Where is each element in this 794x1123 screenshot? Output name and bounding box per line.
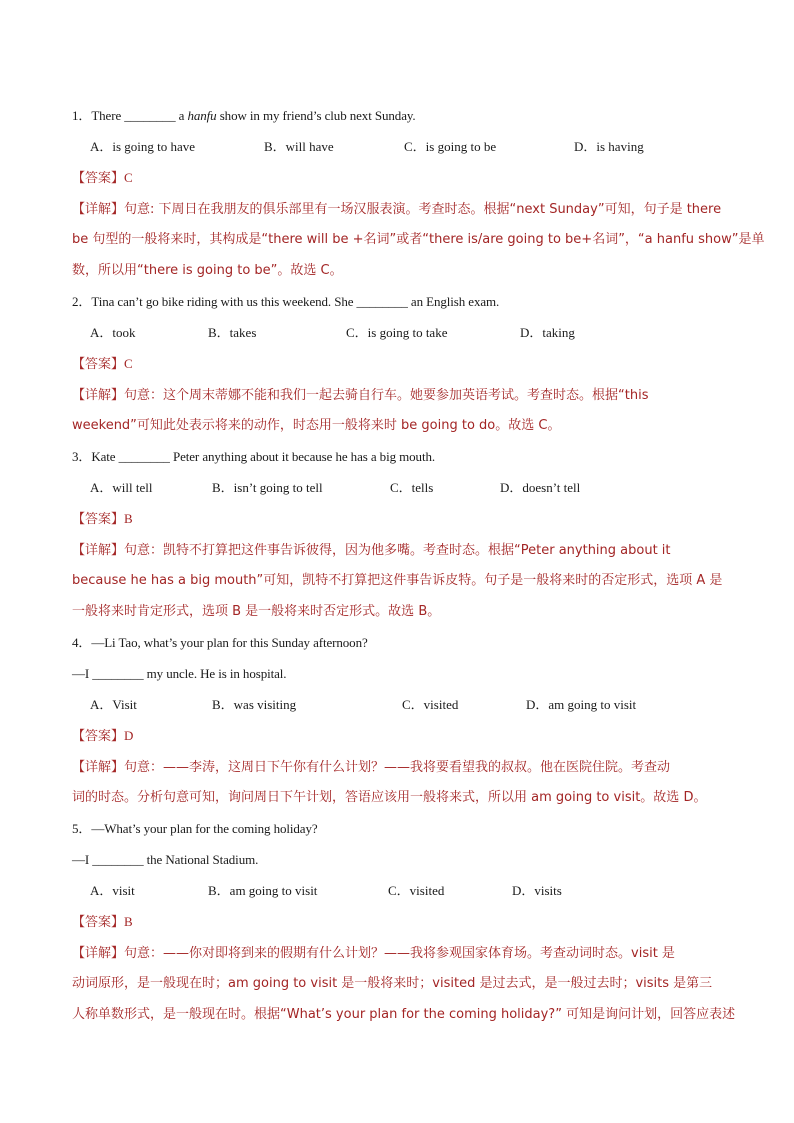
options-row [72,875,722,906]
detail-tag: 【详解】 [72,760,125,775]
option-c: C．visited [388,883,445,898]
answer-line [72,348,722,379]
detail-block [72,751,722,813]
detail-tag: 【详解】 [72,202,125,217]
answer-tag: 【答案】 [72,729,125,744]
detail-line: 人称单数形式，是一般现在时。根据“What’s your plan for the coming holiday?” 可知是询问计划，回答应表述 [72,1007,736,1022]
stem-text: Kate ________ Peter anything about it because he has a big mouth. [91,449,436,464]
options-row [72,689,722,720]
detail-line: 句意：——你对即将到来的假期有什么计划？——我将参观国家体育场。考查动词时态。visit 是 [124,946,675,961]
detail-line: because he has a big mouth”可知，凯特不打算把这件事告诉皮特。句子是一般将来时的否定形式，选项 A 是 [72,573,723,588]
detail-block [72,193,765,286]
option-d: D．is having [574,139,644,154]
question-stem [72,100,722,131]
question-number: 5． [72,821,92,836]
question-1 [72,100,765,286]
question-stem-reply: —I ________ my uncle. He is in hospital. [72,666,287,681]
answer-tag: 【答案】 [72,171,125,186]
option-b: B．isn’t going to tell [212,480,323,495]
question-3 [72,441,722,627]
detail-line: 词的时态。分析句意可知，询问周日下午计划，答语应该用一般将来式，所以用 am going to visit。故选 D。 [72,790,707,805]
option-d: D．am going to visit [526,697,637,712]
options-row [72,131,722,162]
option-b: B．takes [208,325,257,340]
detail-block [72,937,736,1030]
option-d: D．visits [512,883,562,898]
answer-line [72,503,722,534]
question-number: 4． [72,635,92,650]
option-b: B．was visiting [212,697,297,712]
detail-line: 句意：——李涛，这周日下午你有什么计划？——我将要看望我的叔叔。他在医院住院。考查动 [124,760,671,775]
question-number: 2． [72,294,92,309]
stem-italic: hanfu [187,108,217,123]
question-number: 1． [72,108,92,123]
answer-line [72,162,722,193]
detail-line: 句意：这个周末蒂娜不能和我们一起去骑自行车。她要参加英语考试。考查时态。根据“this [124,388,649,403]
option-c: C．visited [402,697,459,712]
detail-block [72,379,722,441]
answer-tag: 【答案】 [72,357,125,372]
question-stem [72,813,722,844]
option-c: C．tells [390,480,434,495]
options-row [72,317,722,348]
stem-text: —Li Tao, what’s your plan for this Sunday afternoon? [91,635,368,650]
detail-line: 句意：凯特不打算把这件事告诉彼得，因为他多嘴。考查时态。根据“Peter anything about it [124,543,671,558]
worksheet [72,100,765,1030]
answer-value: C [124,170,133,185]
answer-tag: 【答案】 [72,915,125,930]
option-a: A．visit [90,883,135,898]
option-d: D．doesn’t tell [500,480,581,495]
detail-tag: 【详解】 [72,388,125,403]
detail-line: 数，所以用“there is going to be”。故选 C。 [72,263,343,278]
detail-line: 句意: 下周日在我朋友的俱乐部里有一场汉服表演。考查时态。根据“next Sunday”可知，句子是 there [124,202,722,217]
option-a: A．took [90,325,136,340]
answer-value: B [124,511,133,526]
option-a: A．is going to have [90,139,196,154]
answer-line [72,720,722,751]
option-a: A．Visit [90,697,137,712]
option-c: C．is going to take [346,325,448,340]
question-stem [72,441,722,472]
option-d: D．taking [520,325,575,340]
detail-block [72,534,722,627]
detail-line: weekend”可知此处表示将来的动作，时态用一般将来时 be going to do。故选 C。 [72,418,561,433]
question-5 [72,813,736,1030]
question-number: 3． [72,449,92,464]
question-2 [72,286,722,441]
answer-tag: 【答案】 [72,512,125,527]
detail-line: 动词原形，是一般现在时；am going to visit 是一般将来时；visited 是过去式，是一般过去时；visits 是第三 [72,976,713,991]
detail-line: be 句型的一般将来时，其构成是“there will be +名词”或者“there is/are going to be+名词”，“a hanfu show”是单 [72,232,765,247]
answer-value: D [124,728,134,743]
detail-tag: 【详解】 [72,543,125,558]
stem-text: Tina can’t go bike riding with us this weekend. She ________ an English exam. [91,294,500,309]
question-stem-reply: —I ________ the National Stadium. [72,852,259,867]
answer-value: B [124,914,133,929]
options-row [72,472,722,503]
answer-value: C [124,356,133,371]
option-a: A．will tell [90,480,153,495]
question-stem [72,627,722,658]
option-b: B．am going to visit [208,883,318,898]
detail-line: 一般将来时肯定形式，选项 B 是一般将来时否定形式。故选 B。 [72,604,441,619]
option-b: B．will have [264,139,334,154]
answer-line [72,906,722,937]
stem-part: There ________ a [91,108,188,123]
stem-text: —What’s your plan for the coming holiday? [91,821,318,836]
stem-part: show in my friend’s club next Sunday. [216,108,416,123]
detail-tag: 【详解】 [72,946,125,961]
question-stem [72,286,722,317]
question-4 [72,627,722,813]
option-c: C．is going to be [404,139,497,154]
